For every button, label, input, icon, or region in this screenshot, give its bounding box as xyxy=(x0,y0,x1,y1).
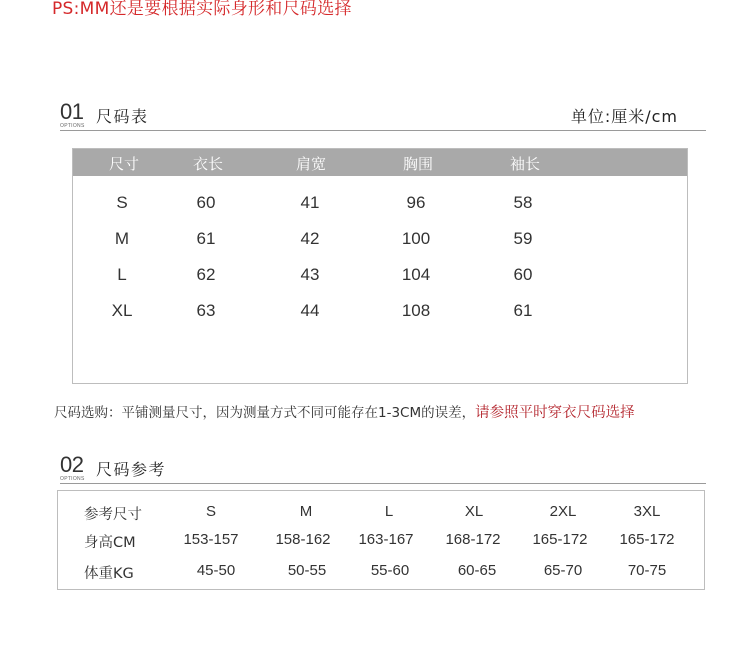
section-subtitle: OPTIONS xyxy=(60,476,85,482)
table-cell: 3XL xyxy=(633,503,661,520)
size-table xyxy=(72,148,688,384)
table-cell: 163-167 xyxy=(358,531,414,548)
table-cell: 44 xyxy=(300,301,320,320)
table-cell: 61 xyxy=(196,229,216,248)
unit-label: 单位:厘米/cm xyxy=(570,107,678,126)
table-cell: M xyxy=(299,503,313,520)
table-cell: 43 xyxy=(300,265,320,284)
table-cell: 60 xyxy=(196,193,216,212)
header-cell: 尺寸 xyxy=(108,155,140,173)
table-cell: 108 xyxy=(401,301,431,320)
table-cell: 165-172 xyxy=(619,531,675,548)
measurement-notice xyxy=(54,401,635,422)
table-cell: 63 xyxy=(196,301,216,320)
table-cell: 61 xyxy=(513,301,533,320)
table-cell: S xyxy=(116,193,128,212)
table-cell: 58 xyxy=(513,193,533,212)
section-number: 02 xyxy=(60,452,84,477)
table-cell: M xyxy=(114,229,130,248)
notice-text: 尺码选购：平铺测量尺寸，因为测量方式不同可能存在1-3CM的误差， xyxy=(54,405,476,421)
section-title: 尺码参考 xyxy=(96,460,167,479)
table-cell: 70-75 xyxy=(627,562,667,579)
table-cell: XL xyxy=(464,503,484,520)
size-table-header xyxy=(73,149,687,176)
table-cell: 2XL xyxy=(549,503,577,520)
table-cell: S xyxy=(205,503,217,520)
table-cell: 59 xyxy=(513,229,533,248)
table-cell: 41 xyxy=(300,193,320,212)
table-cell: 60 xyxy=(513,265,533,284)
table-cell: 100 xyxy=(401,229,431,248)
table-cell: L xyxy=(117,265,127,284)
table-cell: 55-60 xyxy=(370,562,410,579)
row-label: 身高CM xyxy=(84,535,136,551)
table-cell: 96 xyxy=(406,193,426,212)
table-cell: 104 xyxy=(401,265,431,284)
section-number: 01 xyxy=(60,99,84,124)
table-cell: 60-65 xyxy=(457,562,497,579)
section-header-size-chart xyxy=(60,101,706,131)
table-cell: 153-157 xyxy=(183,531,239,548)
table-cell: XL xyxy=(111,301,133,320)
header-cell: 胸围 xyxy=(402,155,434,173)
size-reference-table xyxy=(57,490,705,590)
ps-note: PS:MM还是要根据实际身形和尺码选择 xyxy=(52,0,352,19)
table-cell: 62 xyxy=(196,265,216,284)
table-cell: L xyxy=(384,503,394,520)
table-cell: 158-162 xyxy=(275,531,331,548)
table-cell: 50-55 xyxy=(287,562,327,579)
table-cell: 168-172 xyxy=(445,531,501,548)
header-cell: 衣长 xyxy=(192,155,224,173)
header-cell: 袖长 xyxy=(509,155,541,173)
table-cell: 42 xyxy=(300,229,320,248)
row-label: 参考尺寸 xyxy=(84,507,142,523)
section-header-size-reference xyxy=(60,454,706,484)
table-cell: 165-172 xyxy=(532,531,588,548)
header-cell: 肩宽 xyxy=(295,155,327,173)
row-label: 体重KG xyxy=(84,566,134,582)
notice-highlight: 请参照平时穿衣尺码选择 xyxy=(475,405,635,421)
section-title: 尺码表 xyxy=(96,107,149,126)
table-cell: 45-50 xyxy=(196,562,236,579)
table-cell: 65-70 xyxy=(543,562,583,579)
section-subtitle: OPTIONS xyxy=(60,123,85,129)
